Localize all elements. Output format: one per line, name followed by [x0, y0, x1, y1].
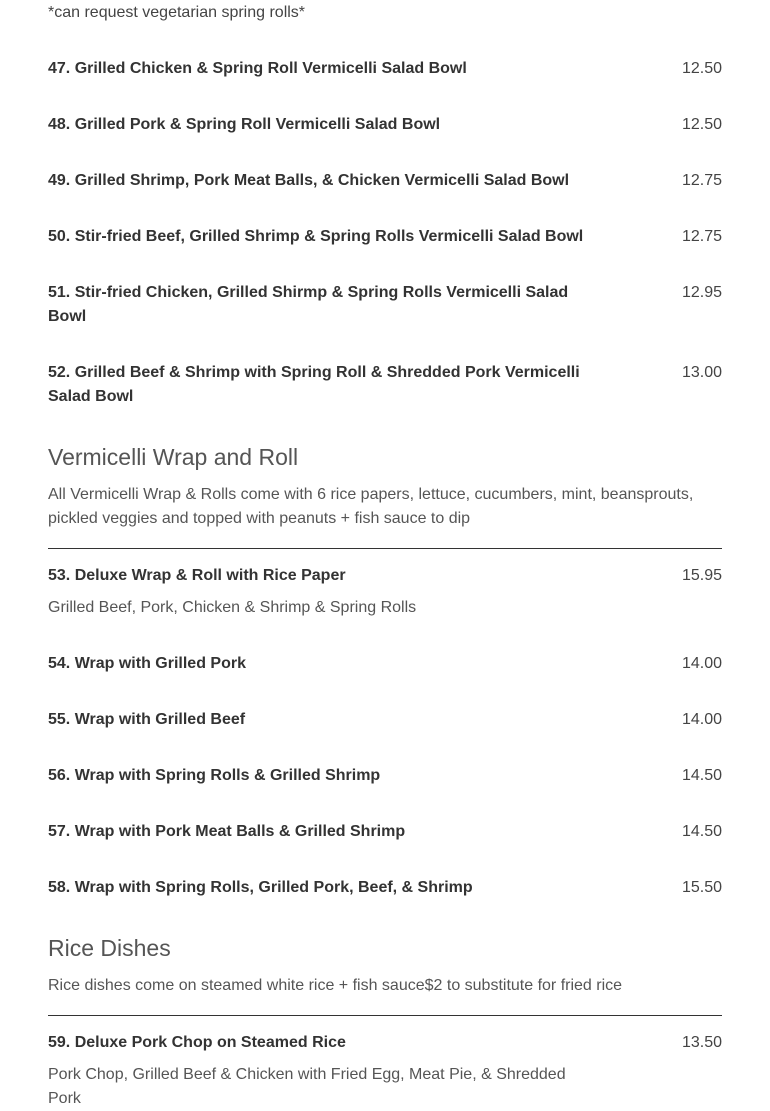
menu-item — [48, 57, 722, 81]
item-name: 59. Deluxe Pork Chop on Steamed Rice — [48, 1034, 346, 1051]
item-name: 52. Grilled Beef & Shrimp with Spring Roll & Shredded Pork Vermicelli Salad Bowl — [48, 364, 580, 405]
item-price: 12.75 — [681, 228, 722, 245]
menu-item — [48, 281, 722, 329]
item-name: 54. Wrap with Grilled Pork — [48, 655, 246, 672]
item-price: 12.50 — [681, 60, 722, 77]
section-divider — [48, 1015, 722, 1016]
item-price: 15.50 — [681, 879, 722, 896]
item-price: 14.00 — [681, 655, 722, 672]
item-price: 13.00 — [681, 364, 722, 381]
item-price: 14.50 — [681, 767, 722, 784]
item-name: 51. Stir-fried Chicken, Grilled Shirmp & Spring Rolls Vermicelli Salad Bowl — [48, 284, 569, 325]
item-name: 58. Wrap with Spring Rolls, Grilled Pork, Beef, & Shrimp — [48, 879, 473, 896]
section-title-rice-dishes: Rice Dishes — [48, 935, 171, 961]
menu-item — [48, 876, 722, 900]
item-name: 55. Wrap with Grilled Beef — [48, 711, 246, 728]
item-price: 13.50 — [681, 1034, 722, 1051]
item-price: 12.50 — [681, 116, 722, 133]
section-title-wrap-and-roll: Vermicelli Wrap and Roll — [48, 444, 299, 470]
menu-item — [48, 225, 722, 249]
item-price: 14.50 — [681, 823, 722, 840]
menu-item — [48, 652, 722, 676]
item-description: Pork Chop, Grilled Beef & Chicken with Fried Egg, Meat Pie, & Shredded Pork — [48, 1066, 566, 1107]
item-price: 14.00 — [681, 711, 722, 728]
vegetarian-note: *can request vegetarian spring rolls* — [48, 4, 306, 21]
item-name: 57. Wrap with Pork Meat Balls & Grilled Shrimp — [48, 823, 406, 840]
item-name: 49. Grilled Shrimp, Pork Meat Balls, & Chicken Vermicelli Salad Bowl — [48, 172, 570, 189]
menu-item — [48, 169, 722, 193]
menu-item — [48, 820, 722, 844]
section-description: All Vermicelli Wrap & Rolls come with 6 rice papers, lettuce, cucumbers, mint, beansprouts, pickled veggies and topped with peanuts + fish sauce to dip — [48, 486, 694, 527]
item-name: 50. Stir-fried Beef, Grilled Shrimp & Spring Rolls Vermicelli Salad Bowl — [48, 228, 584, 245]
menu-item — [48, 113, 722, 137]
item-price: 15.95 — [681, 567, 722, 584]
section-description: Rice dishes come on steamed white rice + fish sauce$2 to substitute for fried rice — [48, 977, 623, 994]
menu-item — [48, 361, 722, 409]
item-description: Grilled Beef, Pork, Chicken & Shrimp & Spring Rolls — [48, 599, 417, 616]
menu-item — [48, 564, 722, 620]
item-price: 12.75 — [681, 172, 722, 189]
item-name: 53. Deluxe Wrap & Roll with Rice Paper — [48, 567, 346, 584]
item-price: 12.95 — [681, 284, 722, 301]
menu-item — [48, 708, 722, 732]
item-name: 47. Grilled Chicken & Spring Roll Vermicelli Salad Bowl — [48, 60, 467, 77]
menu-item — [48, 1031, 722, 1111]
item-name: 48. Grilled Pork & Spring Roll Vermicelli Salad Bowl — [48, 116, 441, 133]
section-divider — [48, 548, 722, 549]
item-name: 56. Wrap with Spring Rolls & Grilled Shrimp — [48, 767, 381, 784]
menu-item — [48, 764, 722, 788]
